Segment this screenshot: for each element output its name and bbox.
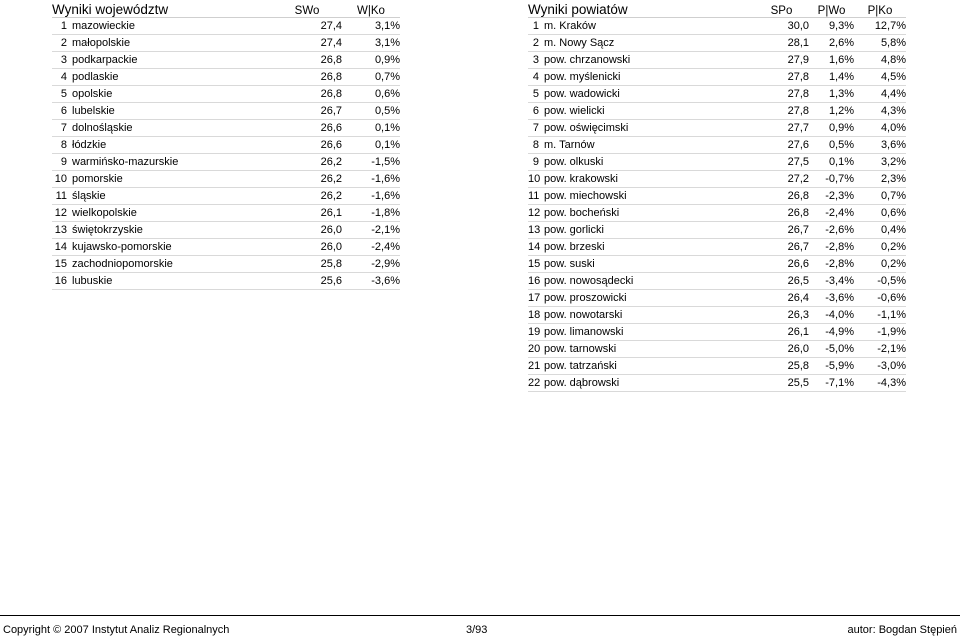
voivodeship-results-table	[52, 0, 400, 290]
pko-cell: 4,4%	[854, 86, 906, 103]
pko-cell: -3,0%	[854, 358, 906, 375]
voivodeship-table-title: Wyniki województw	[52, 0, 272, 18]
county-name-cell: pow. dąbrowski	[544, 375, 754, 392]
pwo-cell: -2,8%	[809, 256, 854, 273]
county-name-cell: pow. oświęcimski	[544, 120, 754, 137]
pko-cell: 4,0%	[854, 120, 906, 137]
wko-cell: 3,1%	[342, 18, 400, 35]
pko-cell: -2,1%	[854, 341, 906, 358]
rank-cell: 2	[52, 35, 72, 52]
spo-cell: 27,8	[754, 103, 809, 120]
wko-cell: -2,9%	[342, 256, 400, 273]
pwo-cell: -5,0%	[809, 341, 854, 358]
voivodeship-name-cell: lubelskie	[72, 103, 272, 120]
rank-cell: 12	[528, 205, 544, 222]
rank-cell: 18	[528, 307, 544, 324]
pwo-cell: -0,7%	[809, 171, 854, 188]
voivodeship-name-cell: małopolskie	[72, 35, 272, 52]
spo-cell: 26,1	[754, 324, 809, 341]
pwo-cell: 1,3%	[809, 86, 854, 103]
footer-page-number: 3/93	[466, 624, 488, 636]
table-row	[52, 222, 400, 239]
pwo-cell: -2,8%	[809, 239, 854, 256]
pwo-cell: -2,4%	[809, 205, 854, 222]
voivodeship-name-cell: mazowieckie	[72, 18, 272, 35]
county-name-cell: pow. brzeski	[544, 239, 754, 256]
pko-cell: 0,2%	[854, 256, 906, 273]
spo-cell: 25,8	[754, 358, 809, 375]
spo-cell: 26,0	[754, 341, 809, 358]
county-name-cell: pow. bocheński	[544, 205, 754, 222]
rank-cell: 8	[528, 137, 544, 154]
swo-cell: 26,8	[272, 69, 342, 86]
rank-cell: 3	[52, 52, 72, 69]
table-row	[52, 137, 400, 154]
spo-cell: 26,8	[754, 188, 809, 205]
wko-cell: -3,6%	[342, 273, 400, 290]
table-row	[528, 239, 906, 256]
county-name-cell: pow. olkuski	[544, 154, 754, 171]
county-name-cell: m. Kraków	[544, 18, 754, 35]
wko-cell: 0,7%	[342, 69, 400, 86]
pwo-cell: 0,9%	[809, 120, 854, 137]
swo-cell: 26,1	[272, 205, 342, 222]
rank-cell: 20	[528, 341, 544, 358]
spo-cell: 26,8	[754, 205, 809, 222]
rank-cell: 14	[52, 239, 72, 256]
rank-cell: 9	[528, 154, 544, 171]
rank-cell: 13	[52, 222, 72, 239]
swo-cell: 27,4	[272, 35, 342, 52]
rank-cell: 8	[52, 137, 72, 154]
rank-cell: 2	[528, 35, 544, 52]
pwo-cell: 1,4%	[809, 69, 854, 86]
rank-cell: 3	[528, 52, 544, 69]
table-row	[528, 188, 906, 205]
county-name-cell: pow. proszowicki	[544, 290, 754, 307]
rank-cell: 10	[528, 171, 544, 188]
rank-cell: 1	[52, 18, 72, 35]
voivodeship-name-cell: świętokrzyskie	[72, 222, 272, 239]
pko-cell: 4,5%	[854, 69, 906, 86]
rank-cell: 15	[52, 256, 72, 273]
table-row	[52, 171, 400, 188]
county-name-cell: pow. suski	[544, 256, 754, 273]
swo-cell: 27,4	[272, 18, 342, 35]
pko-cell: -0,5%	[854, 273, 906, 290]
column-header-pwo: P|Wo	[809, 0, 854, 18]
rank-cell: 4	[52, 69, 72, 86]
pwo-cell: -3,4%	[809, 273, 854, 290]
voivodeship-name-cell: zachodniopomorskie	[72, 256, 272, 273]
spo-cell: 27,2	[754, 171, 809, 188]
spo-cell: 30,0	[754, 18, 809, 35]
county-name-cell: pow. gorlicki	[544, 222, 754, 239]
county-header-row	[528, 0, 906, 18]
swo-cell: 26,0	[272, 239, 342, 256]
county-name-cell: pow. tatrzański	[544, 358, 754, 375]
column-header-wko: W|Ko	[342, 0, 400, 18]
voivodeship-name-cell: lubuskie	[72, 273, 272, 290]
voivodeship-name-cell: warmińsko-mazurskie	[72, 154, 272, 171]
table-row	[52, 256, 400, 273]
spo-cell: 26,7	[754, 222, 809, 239]
table-row	[528, 273, 906, 290]
rank-cell: 4	[528, 69, 544, 86]
pko-cell: 3,6%	[854, 137, 906, 154]
pko-cell: 0,4%	[854, 222, 906, 239]
column-header-spo: SPo	[754, 0, 809, 18]
wko-cell: 0,5%	[342, 103, 400, 120]
column-header-swo: SWo	[272, 0, 342, 18]
pwo-cell: -3,6%	[809, 290, 854, 307]
county-name-cell: pow. krakowski	[544, 171, 754, 188]
swo-cell: 26,2	[272, 188, 342, 205]
pwo-cell: -2,6%	[809, 222, 854, 239]
pwo-cell: -4,0%	[809, 307, 854, 324]
footer-author: autor: Bogdan Stępień	[847, 624, 957, 636]
county-name-cell: pow. wielicki	[544, 103, 754, 120]
swo-cell: 26,0	[272, 222, 342, 239]
rank-cell: 12	[52, 205, 72, 222]
voivodeship-name-cell: podlaskie	[72, 69, 272, 86]
rank-cell: 7	[52, 120, 72, 137]
table-row	[528, 375, 906, 392]
county-name-cell: pow. nowosądecki	[544, 273, 754, 290]
table-row	[528, 69, 906, 86]
rank-cell: 11	[528, 188, 544, 205]
voivodeship-name-cell: śląskie	[72, 188, 272, 205]
spo-cell: 26,7	[754, 239, 809, 256]
pko-cell: 4,8%	[854, 52, 906, 69]
table-row	[528, 307, 906, 324]
rank-cell: 6	[528, 103, 544, 120]
spo-cell: 26,4	[754, 290, 809, 307]
spo-cell: 27,8	[754, 69, 809, 86]
wko-cell: 0,1%	[342, 120, 400, 137]
swo-cell: 26,6	[272, 137, 342, 154]
table-row	[528, 154, 906, 171]
rank-cell: 13	[528, 222, 544, 239]
rank-cell: 19	[528, 324, 544, 341]
county-name-cell: m. Nowy Sącz	[544, 35, 754, 52]
voivodeship-name-cell: pomorskie	[72, 171, 272, 188]
table-row	[52, 103, 400, 120]
county-name-cell: pow. chrzanowski	[544, 52, 754, 69]
table-row	[52, 35, 400, 52]
county-name-cell: pow. myślenicki	[544, 69, 754, 86]
voivodeship-name-cell: kujawsko-pomorskie	[72, 239, 272, 256]
voivodeship-name-cell: opolskie	[72, 86, 272, 103]
spo-cell: 28,1	[754, 35, 809, 52]
wko-cell: -1,5%	[342, 154, 400, 171]
table-row	[52, 69, 400, 86]
spo-cell: 26,3	[754, 307, 809, 324]
table-row	[528, 86, 906, 103]
rank-cell: 5	[52, 86, 72, 103]
pko-cell: -1,9%	[854, 324, 906, 341]
swo-cell: 26,7	[272, 103, 342, 120]
swo-cell: 26,8	[272, 86, 342, 103]
pwo-cell: 1,2%	[809, 103, 854, 120]
spo-cell: 26,5	[754, 273, 809, 290]
wko-cell: 0,9%	[342, 52, 400, 69]
wko-cell: -2,1%	[342, 222, 400, 239]
rank-cell: 14	[528, 239, 544, 256]
pwo-cell: -4,9%	[809, 324, 854, 341]
table-row	[528, 120, 906, 137]
table-row	[528, 256, 906, 273]
voivodeship-table-body	[52, 18, 400, 290]
pko-cell: -0,6%	[854, 290, 906, 307]
voivodeship-header-row	[52, 0, 400, 18]
voivodeship-name-cell: podkarpackie	[72, 52, 272, 69]
table-row	[52, 154, 400, 171]
spo-cell: 27,5	[754, 154, 809, 171]
table-row	[52, 273, 400, 290]
voivodeship-name-cell: wielkopolskie	[72, 205, 272, 222]
spo-cell: 26,6	[754, 256, 809, 273]
wko-cell: 3,1%	[342, 35, 400, 52]
pko-cell: 0,7%	[854, 188, 906, 205]
rank-cell: 22	[528, 375, 544, 392]
county-results-table	[528, 0, 906, 392]
swo-cell: 26,8	[272, 52, 342, 69]
rank-cell: 6	[52, 103, 72, 120]
county-name-cell: pow. miechowski	[544, 188, 754, 205]
pwo-cell: 9,3%	[809, 18, 854, 35]
pwo-cell: -7,1%	[809, 375, 854, 392]
table-row	[528, 171, 906, 188]
pko-cell: 4,3%	[854, 103, 906, 120]
pko-cell: 2,3%	[854, 171, 906, 188]
table-row	[528, 222, 906, 239]
table-row	[52, 120, 400, 137]
wko-cell: -1,6%	[342, 188, 400, 205]
table-row	[528, 205, 906, 222]
table-row	[52, 18, 400, 35]
wko-cell: -1,6%	[342, 171, 400, 188]
rank-cell: 17	[528, 290, 544, 307]
table-row	[52, 239, 400, 256]
swo-cell: 26,6	[272, 120, 342, 137]
table-row	[528, 324, 906, 341]
county-table-title: Wyniki powiatów	[528, 0, 754, 18]
rank-cell: 9	[52, 154, 72, 171]
rank-cell: 16	[52, 273, 72, 290]
pwo-cell: 0,5%	[809, 137, 854, 154]
rank-cell: 1	[528, 18, 544, 35]
pko-cell: 0,6%	[854, 205, 906, 222]
table-row	[52, 86, 400, 103]
spo-cell: 27,7	[754, 120, 809, 137]
table-row	[528, 137, 906, 154]
voivodeship-name-cell: dolnośląskie	[72, 120, 272, 137]
voivodeship-name-cell: łódzkie	[72, 137, 272, 154]
rank-cell: 5	[528, 86, 544, 103]
pwo-cell: -5,9%	[809, 358, 854, 375]
county-name-cell: pow. limanowski	[544, 324, 754, 341]
pwo-cell: 1,6%	[809, 52, 854, 69]
pwo-cell: 0,1%	[809, 154, 854, 171]
page-footer	[0, 615, 960, 638]
county-name-cell: pow. wadowicki	[544, 86, 754, 103]
spo-cell: 27,8	[754, 86, 809, 103]
spo-cell: 27,9	[754, 52, 809, 69]
table-row	[528, 52, 906, 69]
pko-cell: -4,3%	[854, 375, 906, 392]
table-row	[52, 188, 400, 205]
table-row	[52, 52, 400, 69]
pko-cell: 5,8%	[854, 35, 906, 52]
swo-cell: 25,8	[272, 256, 342, 273]
county-table-body	[528, 18, 906, 392]
table-row	[52, 205, 400, 222]
pko-cell: -1,1%	[854, 307, 906, 324]
table-row	[528, 35, 906, 52]
pwo-cell: -2,3%	[809, 188, 854, 205]
table-row	[528, 341, 906, 358]
footer-copyright: Copyright © 2007 Instytut Analiz Regionalnych	[3, 624, 230, 636]
county-name-cell: pow. nowotarski	[544, 307, 754, 324]
county-name-cell: pow. tarnowski	[544, 341, 754, 358]
county-name-cell: m. Tarnów	[544, 137, 754, 154]
pko-cell: 3,2%	[854, 154, 906, 171]
wko-cell: 0,6%	[342, 86, 400, 103]
spo-cell: 25,5	[754, 375, 809, 392]
wko-cell: -1,8%	[342, 205, 400, 222]
wko-cell: 0,1%	[342, 137, 400, 154]
rank-cell: 16	[528, 273, 544, 290]
rank-cell: 15	[528, 256, 544, 273]
pwo-cell: 2,6%	[809, 35, 854, 52]
rank-cell: 21	[528, 358, 544, 375]
spo-cell: 27,6	[754, 137, 809, 154]
pko-cell: 0,2%	[854, 239, 906, 256]
swo-cell: 26,2	[272, 171, 342, 188]
pko-cell: 12,7%	[854, 18, 906, 35]
rank-cell: 7	[528, 120, 544, 137]
swo-cell: 26,2	[272, 154, 342, 171]
wko-cell: -2,4%	[342, 239, 400, 256]
table-row	[528, 103, 906, 120]
column-header-pko: P|Ko	[854, 0, 906, 18]
table-row	[528, 358, 906, 375]
rank-cell: 10	[52, 171, 72, 188]
swo-cell: 25,6	[272, 273, 342, 290]
table-row	[528, 290, 906, 307]
table-row	[528, 18, 906, 35]
rank-cell: 11	[52, 188, 72, 205]
